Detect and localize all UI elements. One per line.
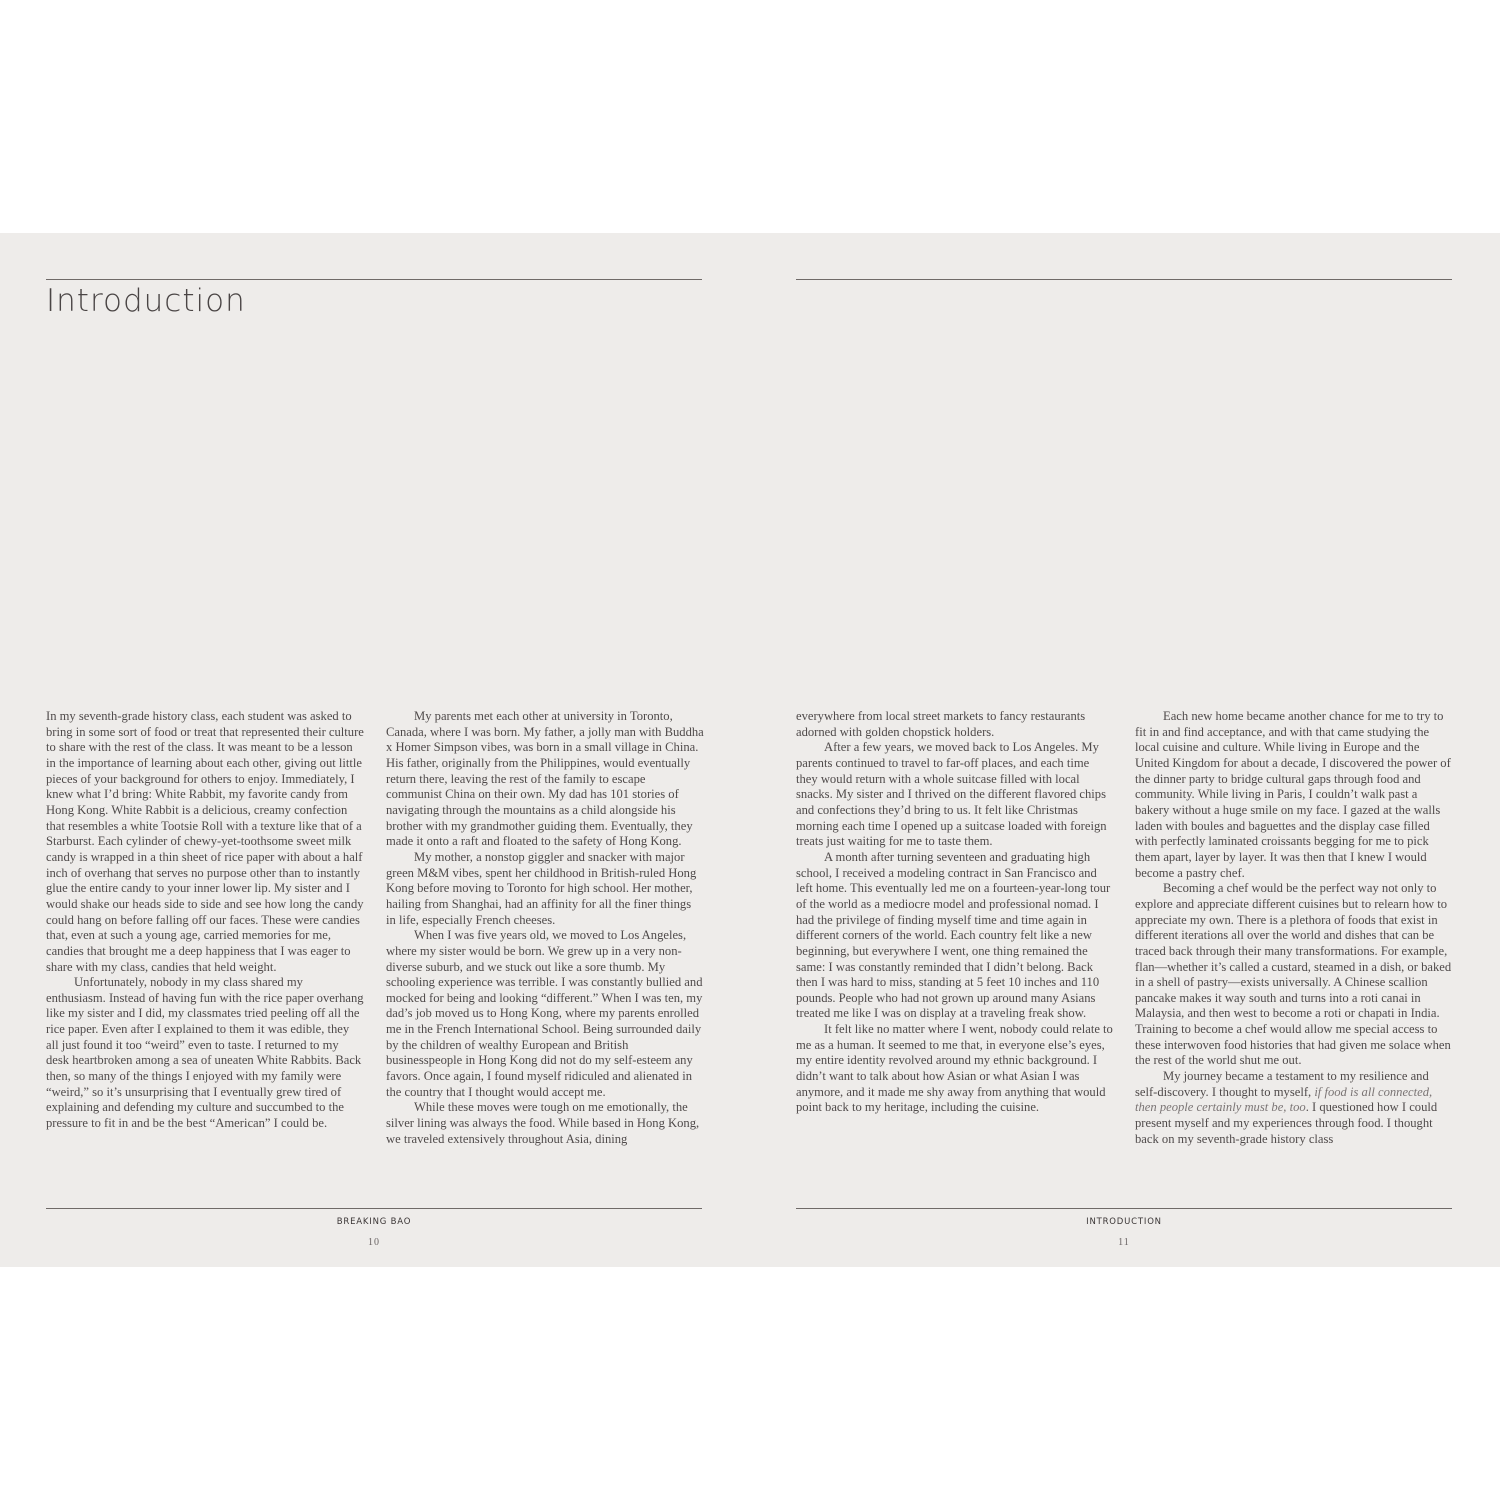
- running-footer: INTRODUCTION: [1086, 1217, 1162, 1227]
- running-footer: BREAKING BAO: [336, 1217, 412, 1227]
- paragraph: While these moves were tough on me emotionally, the silver lining was always the food. While based in Hong Kong, we traveled extensively throughout Asia, dining: [386, 1100, 700, 1146]
- page-number: 10: [368, 1237, 380, 1248]
- bottom-rule: [46, 1208, 702, 1209]
- top-rule: [46, 279, 702, 280]
- bottom-rule: [796, 1208, 1452, 1209]
- paragraph: A month after turning seventeen and graduating high school, I received a modeling contract in San Francisco and left home. This eventually led me on a fourteen-year-long tour of the world as a mediocre model and professional nomad. I had the privilege of finding myself time and time again in different corners of the world. Each country felt like a new beginning, but everywhere I went, one thing remained the same: I was constantly reminded that I didn’t belong. Back then I was hard to miss, standing at 5 feet 10 inches and 110 pounds. People who had not grown up around many Asians treated me like I was on display at a traveling freak show.: [796, 849, 1111, 1021]
- page-number: 11: [1118, 1237, 1130, 1248]
- text-column-4: [1135, 709, 1453, 1147]
- top-rule: [796, 279, 1452, 280]
- paragraph: After a few years, we moved back to Los Angeles. My parents continued to travel to far-off places, and each time they would return with a whole suitcase filled with local snacks. My sister and I thrived on the different flavored chips and confections they’d bring to us. It felt like Christmas morning each time I opened up a suitcase loaded with foreign treats just waiting for me to taste them.: [796, 740, 1107, 849]
- paragraph-text: . I questioned how I could present myself and my experiences through food. I thought back on my seventh-grade history class: [1135, 1100, 1438, 1146]
- paragraph: It felt like no matter where I went, nobody could relate to me as a human. It seemed to me that, in everyone else’s eyes, my entire identity revolved around my ethnic background. I didn’t want to talk about how Asian or what Asian I was anymore, and it made me shy away from anything that would point back to my heritage, including the cuisine.: [796, 1022, 1113, 1115]
- text-column-2: [386, 709, 704, 1147]
- paragraph: Unfortunately, nobody in my class shared my enthusiasm. Instead of having fun with the rice paper overhang like my sister and I did, my classmates tried peeling off all the rice paper. Even after I explained to them it was edible, they all just found it too “weird” even to taste. I returned to my desk heartbroken among a sea of uneaten White Rabbits. Back then, so many of the things I enjoyed with my family were “weird,” so it’s unsurprising that I eventually grew tired of explaining and defending my culture and succumbed to the pressure to fit in and be the best “American” I could be.: [46, 975, 364, 1131]
- page-title: Introduction: [46, 283, 246, 319]
- text-column-3: [796, 709, 1114, 1116]
- book-spread: [0, 233, 1500, 1267]
- paragraph: Becoming a chef would be the perfect way not only to explore and appreciate different cuisines but to relearn how to appreciate my own. There is a plethora of foods that exist in different iterations all over the world and dishes that can be traced back through their many transformations. For example, flan—whether it’s called a custard, steamed in a dish, or baked in a shell of pastry—exists universally. A Chinese scallion pancake makes it way south and turns into a roti canai in Malaysia, and then west to become a roti or chapati in India. Training to become a chef would allow me special access to these interwoven food histories that had given me solace when the rest of the world shut me out.: [1135, 881, 1452, 1068]
- left-page: [0, 233, 750, 1267]
- right-page: [750, 233, 1500, 1267]
- paragraph: My mother, a nonstop giggler and snacker with major green M&M vibes, spent her childhood in British-ruled Hong Kong before moving to Toronto for high school. Her mother, hailing from Shanghai, had an affinity for all the finer things in life, especially French cheeses.: [386, 849, 697, 927]
- paragraph: My parents met each other at university in Toronto, Canada, where I was born. My father, a jolly man with Buddha x Homer Simpson vibes, was born in a small village in China. His father, originally from the Philippines, would eventually return there, leaving the rest of the family to escape communist China on their own. My dad has 101 stories of navigating through the mountains as a child alongside his brother with my grandmother guiding them. Eventually, they made it onto a raft and floated to the safety of Hong Kong.: [386, 709, 704, 849]
- paragraph: everywhere from local street markets to fancy restaurants adorned with golden chopstick holders.: [796, 709, 1086, 739]
- text-column-1: [46, 709, 364, 1132]
- italic-quote: if food is all connected, then people certainly must be, too: [1135, 1084, 1433, 1115]
- paragraph: Each new home became another chance for me to try to fit in and find acceptance, and with that came studying the local cuisine and culture. While living in Europe and the United Kingdom for about a decade, I discovered the power of the dinner party to bridge cultural gaps through food and community. While living in Paris, I couldn’t walk past a bakery without a huge smile on my face. I gazed at the walls laden with boules and baguettes and the display case filled with perfectly laminated croissants begging for me to pick them apart, layer by layer. It was then that I knew I would become a pastry chef.: [1135, 709, 1451, 880]
- paragraph-text: My journey became a testament to my resilience and self-discovery. I thought to myself,: [1135, 1069, 1429, 1099]
- paragraph: In my seventh-grade history class, each student was asked to bring in some sort of food or treat that represented their culture to share with the rest of the class. It was meant to be a lesson in the importance of learning about each other, giving out little pieces of your background for others to enjoy. Immediately, I knew what I’d bring: White Rabbit, my favorite candy from Hong Kong. White Rabbit is a delicious, creamy confection that resembles a white Tootsie Roll with a texture like that of a Starburst. Each cylinder of chewy-yet-toothsome sweet milk candy is wrapped in a thin sheet of rice paper with about a half inch of overhang that serves no purpose other than to instantly glue the entire candy to your inner lower lip. My sister and I would shake our heads side to side and see how long the candy could hang on before falling off our faces. These were candies that, even at such a young age, carried memories for me, candies that brought me a deep happiness that I was eager to share with my class, candies that held weight.: [46, 709, 364, 974]
- paragraph: When I was five years old, we moved to Los Angeles, where my sister would be born. We grew up in a very non-diverse suburb, and we stuck out like a sore thumb. My schooling experience was terrible. I was constantly bullied and mocked for being and looking “different.” When I was ten, my dad’s job moved us to Hong Kong, where my parents enrolled me in the French International School. Being surrounded daily by the children of wealthy European and British businesspeople in Hong Kong did not do my self-esteem any favors. Once again, I found myself ridiculed and alienated in the country that I thought would accept me.: [386, 928, 703, 1099]
- paragraph: [1135, 1069, 1453, 1147]
